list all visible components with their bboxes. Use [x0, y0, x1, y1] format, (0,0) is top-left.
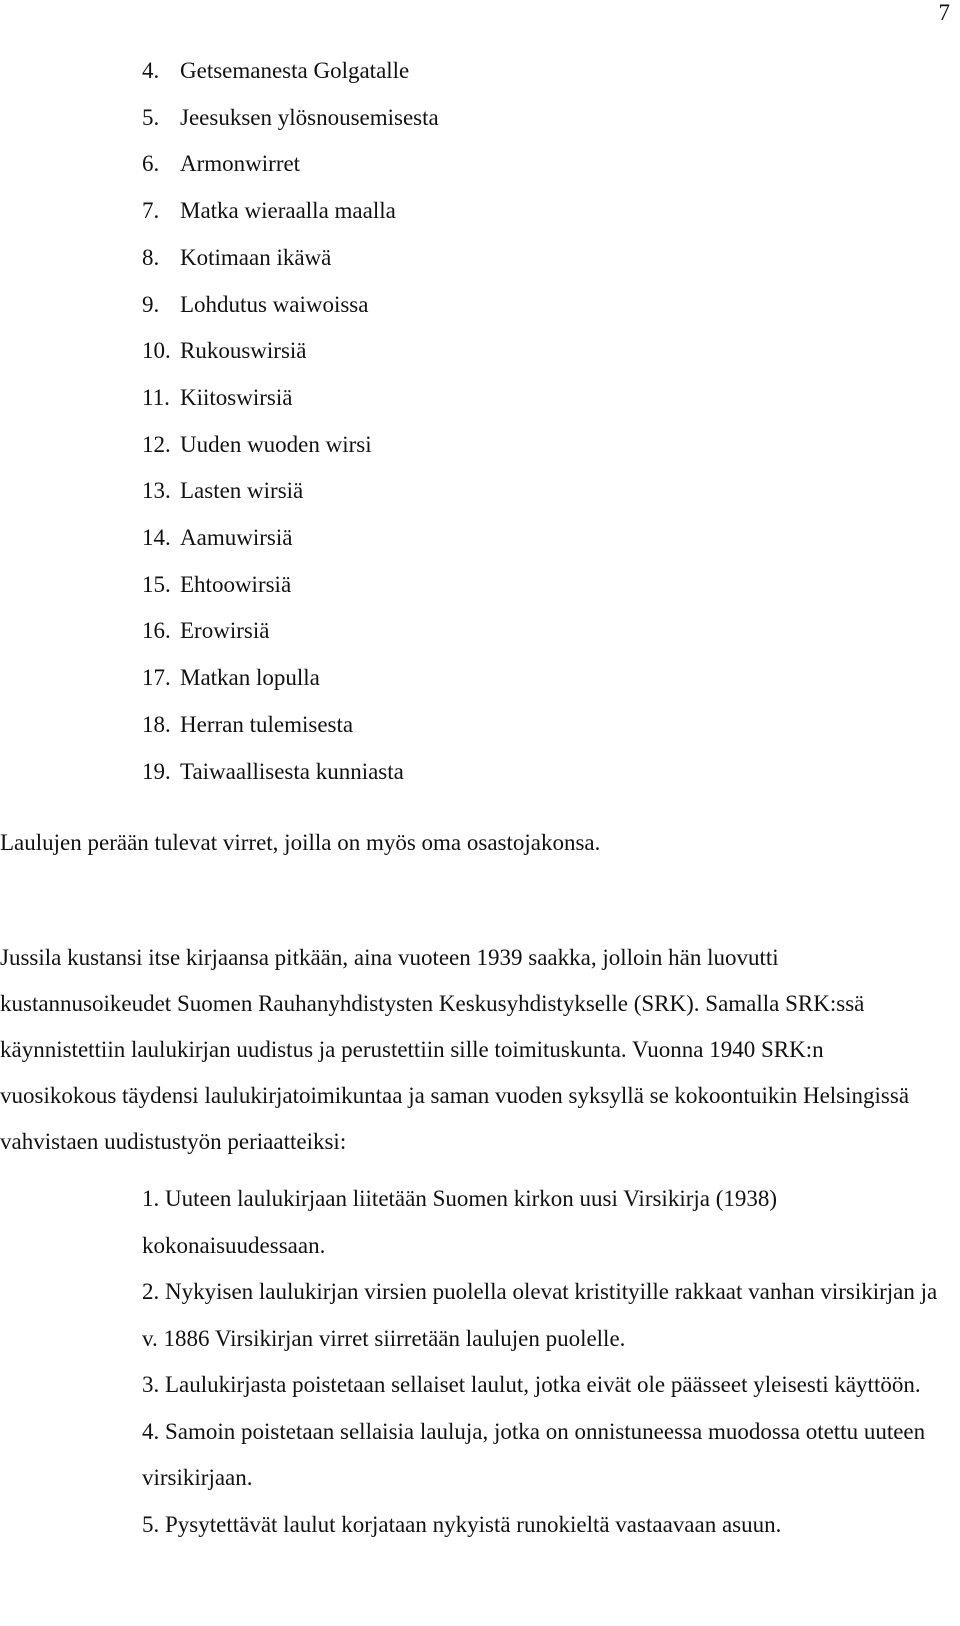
list-item-title: Aamuwirsiä [180, 525, 293, 551]
list-item-title: Erowirsiä [180, 618, 270, 644]
list-item-number: 9. [142, 291, 160, 317]
list-item [142, 422, 439, 469]
list-item [142, 515, 439, 562]
list-item [142, 141, 439, 188]
list-item [142, 702, 439, 749]
list-item [142, 95, 439, 142]
paragraph-history: Jussila kustansi itse kirjaansa pitkään, aina vuoteen 1939 saakka, jolloin hän luovutti kustannusoikeudet Suomen Rauhanyhdistysten Keskusyhdistykselle (SRK). Samalla SRK:ssä käynnistettiin laulukirjan uudistus ja perustettiin sille toimituskunta. Vuonna 1940 SRK:n vuosikokous täydensi laulukirjatoimikuntaa ja saman vuoden syksyllä se kokoontuikin Helsingissä vahvistaen uudistustyön periaatteiksi: [0, 945, 910, 1154]
list-item [142, 562, 439, 609]
list-item-title: Kiitoswirsiä [180, 384, 293, 410]
list-item: 3. Laulukirjasta poistetaan sellaiset laulut, jotka eivät ole päässeet yleisesti käyttöön. [142, 1372, 921, 1397]
page-number: 7 [938, 0, 950, 25]
list-item-title: Taiwaallisesta kunniasta [180, 758, 404, 784]
list-item-title: Matkan lopulla [180, 665, 320, 691]
list-item-number: 10. [142, 338, 171, 364]
list-item: 5. Pysytettävät laulut korjataan nykyistä runokieltä vastaavaan asuun. [142, 1511, 782, 1537]
list-item [142, 608, 439, 655]
list-item-title: Uuden wuoden wirsi [180, 431, 372, 457]
list-item-number: 8. [142, 244, 160, 270]
list-item [142, 375, 439, 422]
list-item-title: Matka wieraalla maalla [180, 198, 396, 224]
list-item [142, 48, 439, 95]
list-item-number: 13. [142, 478, 171, 504]
list-item [142, 235, 439, 282]
list-item [142, 749, 439, 796]
list-item-title: Herran tulemisesta [180, 711, 354, 737]
list-item-title: Lohdutus waiwoissa [180, 291, 369, 317]
list-item-number: 17. [142, 665, 171, 691]
list-item-title: Jeesuksen ylösnousemisesta [180, 104, 439, 130]
list-item-number: 16. [142, 618, 171, 644]
list-item: 1. Uuteen laulukirjaan liitetään Suomen kirkon uusi Virsikirja (1938) kokonaisuudessaan. [142, 1186, 778, 1258]
list-item [142, 655, 439, 702]
list-item-number: 11. [142, 384, 170, 410]
list-item-number: 19. [142, 758, 171, 784]
list-item-title: Lasten wirsiä [180, 478, 304, 504]
list-item [142, 328, 439, 375]
list-item-title: Kotimaan ikäwä [180, 244, 332, 270]
list-item-title: Rukouswirsiä [180, 338, 307, 364]
list-item [142, 282, 439, 329]
list-item-number: 18. [142, 711, 171, 737]
list-item-number: 5. [142, 104, 160, 130]
principles-list [142, 1176, 942, 1548]
list-item [142, 468, 439, 515]
list-item-title: Getsemanesta Golgatalle [180, 58, 410, 83]
list-item-number: 6. [142, 151, 160, 177]
list-item-number: 15. [142, 571, 171, 597]
list-item-number: 7. [142, 198, 160, 224]
list-item-number: 14. [142, 525, 171, 551]
list-item: 4. Samoin poistetaan sellaisia lauluja, jotka on onnistuneessa muodossa otettu uuteen virsikirjaan. [142, 1418, 926, 1490]
list-item-title: Ehtoowirsiä [180, 571, 292, 597]
list-item [142, 188, 439, 235]
list-item-title: Armonwirret [180, 151, 301, 177]
hymn-section-list [142, 48, 439, 795]
list-item-number: 4. [142, 58, 160, 83]
list-item-number: 12. [142, 431, 171, 457]
list-item: 2. Nykyisen laulukirjan virsien puolella olevat kristityille rakkaat vanhan virsikirjan ja v. 1886 Virsikirjan virret siirretään laulujen puolelle. [142, 1279, 938, 1351]
paragraph-hymns-note: Laulujen perään tulevat virret, joilla on myös oma osastojakonsa. [0, 830, 601, 855]
